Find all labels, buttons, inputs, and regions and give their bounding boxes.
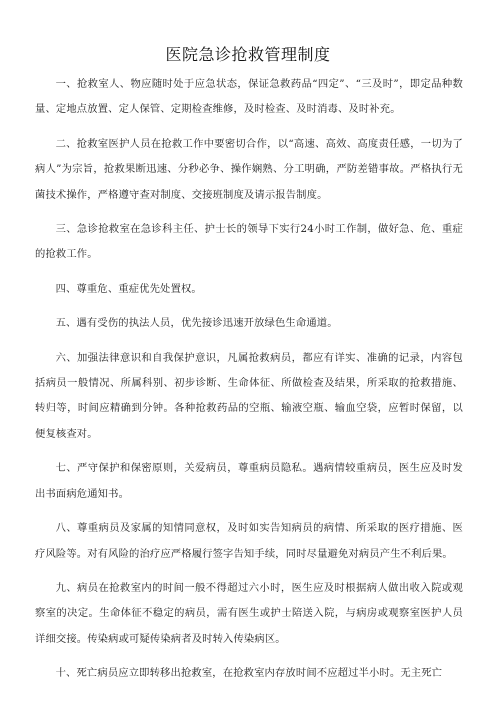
paragraph-10: 十、死亡病员应立即转移出抢救室，在抢救室内存放时间不应超过半小时。无主死亡 <box>55 667 443 680</box>
paragraph-4: 四、尊重危、重症优先处置权。 <box>55 282 202 295</box>
paragraph-2: 二、抢救室医护人员在抢救工作中要密切合作，以“高速、高效、高度责任感，一切为了病人”为宗旨，抢救果断迅速、分秒必争、操作娴熟、分工明确，严防差错事故。严格执行无菌技术操作，严格遵守查对制度、交接班制度及请示报告制度。 <box>35 137 463 201</box>
paragraph-1: 一、抢救室人、物应随时处于应急状态，保证急救药品“四定”、“三及时”，即定品种数量、定地点放置、定人保管、定期检查维修，及时检查、及时消毒、及时补充。 <box>35 78 463 116</box>
document-body <box>35 72 463 696</box>
document-title: 医院急诊抢救管理制度 <box>165 45 331 64</box>
paragraph-9: 九、病员在抢救室内的时间一般不得超过六小时，医生应及时根据病人做出收入院或观察室的决定。生命体征不稳定的病员，需有医生或护士陪送入院，与病房或观察室医护人员详细交接。传染病或可疑传染病者及时转入传染病区。 <box>35 581 463 645</box>
paragraph-8: 八、尊重病员及家属的知情同意权，及时如实告知病员的病情、所采取的医疗措施、医疗风险等。对有风险的治疗应严格履行签字告知手续，同时尽量避免对病员产生不利后果。 <box>35 522 463 560</box>
paragraph-5: 五、遇有受伤的执法人员，优先接诊迅速开放绿色生命通道。 <box>55 317 338 330</box>
paragraph-7: 七、严守保护和保密原则，关爱病员，尊重病员隐私。遇病情较重病员，医生应及时发出书面病危通知书。 <box>35 462 463 500</box>
paragraph-3: 三、急诊抢救室在急诊科主任、护士长的领导下实行24小时工作制，做好急、危、重症的抢救工作。 <box>35 223 463 261</box>
paragraph-6: 六、加强法律意识和自我保护意识，凡属抢救病员，都应有详实、准确的记录，内容包括病员一般情况、所属科别、初步诊断、生命体征、所做检查及结果，所采取的抢救措施、转归等，时间应精确到分钟。各种抢救药品的空瓶、输液空瓶、输血空袋，应暂时保留，以便复核查对。 <box>35 351 463 440</box>
